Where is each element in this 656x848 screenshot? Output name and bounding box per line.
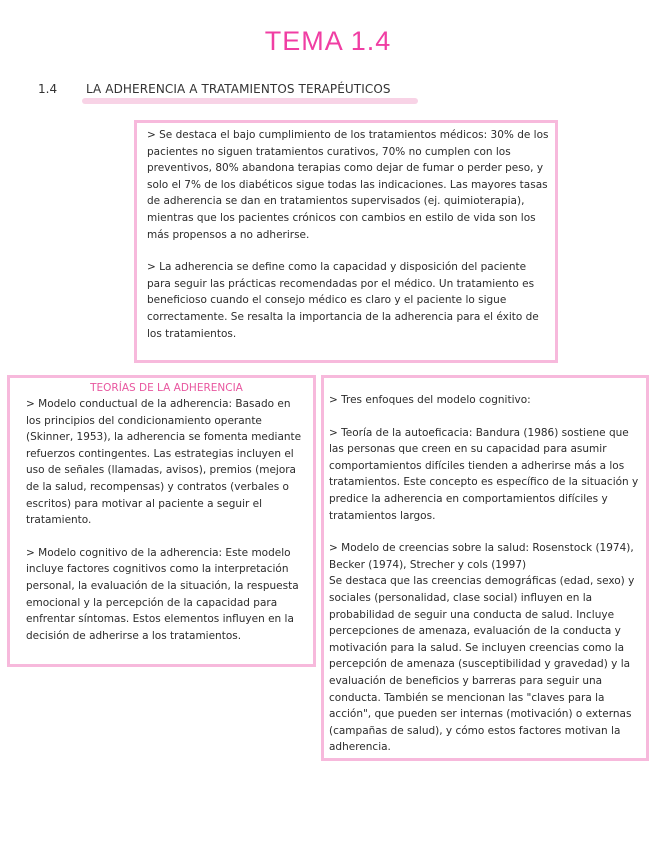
section-title-highlight: [82, 98, 418, 104]
intro-paragraph-compliance: > Se destaca el bajo cumplimiento de los tratamientos médicos: 30% de los pacientes no siguen tratamientos curativos, 70% no cumplen con los preventivos, 80% abandona terapias como dejar de fumar o perder peso, y solo el 7% de los diabéticos sigue todas las indicaciones. Las mayores tasas de adherencia se dan en tratamientos supervisados (ej. quimioterapia), mientras que los pacientes crónicos con cambios en estilo de vida son los más propensos a no adherirse.: [147, 129, 549, 241]
intro-paragraph-definition: > La adherencia se define como la capacidad y disposición del paciente para seguir las prácticas recomendadas por el médico. Un tratamiento es beneficioso cuando el consejo médico es claro y el paciente lo sigue correctamente. Se resalta la importancia de la adherencia para el éxito de los tratamientos.: [147, 261, 539, 340]
cognitive-approaches-box: [321, 375, 649, 761]
cognitive-model-paragraph: > Modelo cognitivo de la adherencia: Este modelo incluye factores cognitivos como la interpretación personal, la evaluación de la situación, la respuesta emocional y la percepción de la capacidad para enfrentar síntomas. Estos elementos influyen en la decisión de adherirse a los tratamientos.: [26, 546, 299, 642]
intro-box: [134, 120, 558, 363]
self-efficacy-paragraph: > Teoría de la autoeficacia: Bandura (1986) sostiene que las personas que creen en su capacidad para asumir comportamientos difíciles tienden a adherirse más a los tratamientos. Este concepto es específico de la situación y predice la adherencia en comportamientos difíciles y tratamientos largos.: [329, 426, 639, 522]
theories-box: [7, 375, 316, 667]
theories-heading: TEORÍAS DE LA ADHERENCIA: [90, 382, 243, 394]
health-belief-paragraph: > Modelo de creencias sobre la salud: Rosenstock (1974), Becker (1974), Strecher y cols (1997) Se destaca que las creencias demográficas (edad, sexo) y sociales (personalidad, clase social) influyen en la probabilidad de seguir una conducta de salud. Incluye percepciones de amenaza, evaluación de la conducta y motivación para la salud. Se incluyen creencias como la percepción de amenaza (susceptibilidad y gravedad) y la evaluación de beneficios y barreras para seguir una conducta. También se mencionan las "claves para la acción", que pueden ser internas (motivación) o externas (campañas de salud), y cómo estos factores motivan la adherencia.: [329, 542, 635, 754]
section-number: 1.4: [38, 82, 58, 96]
behavioral-model-paragraph: > Modelo conductual de la adherencia: Basado en los principios del condicionamiento operante (Skinner, 1953), la adherencia se fomenta mediante refuerzos contingentes. Las estrategias incluyen el uso de señales (llamadas, avisos), premios (mejora de la salud, recompensas) y contratos (verbales o escritos) para motivar al paciente a seguir el tratamiento.: [26, 398, 302, 527]
section-title: LA ADHERENCIA A TRATAMIENTOS TERAPÉUTICOS: [86, 82, 391, 96]
page-title: TEMA 1.4: [264, 26, 392, 56]
approaches-intro: > Tres enfoques del modelo cognitivo:: [329, 394, 531, 406]
